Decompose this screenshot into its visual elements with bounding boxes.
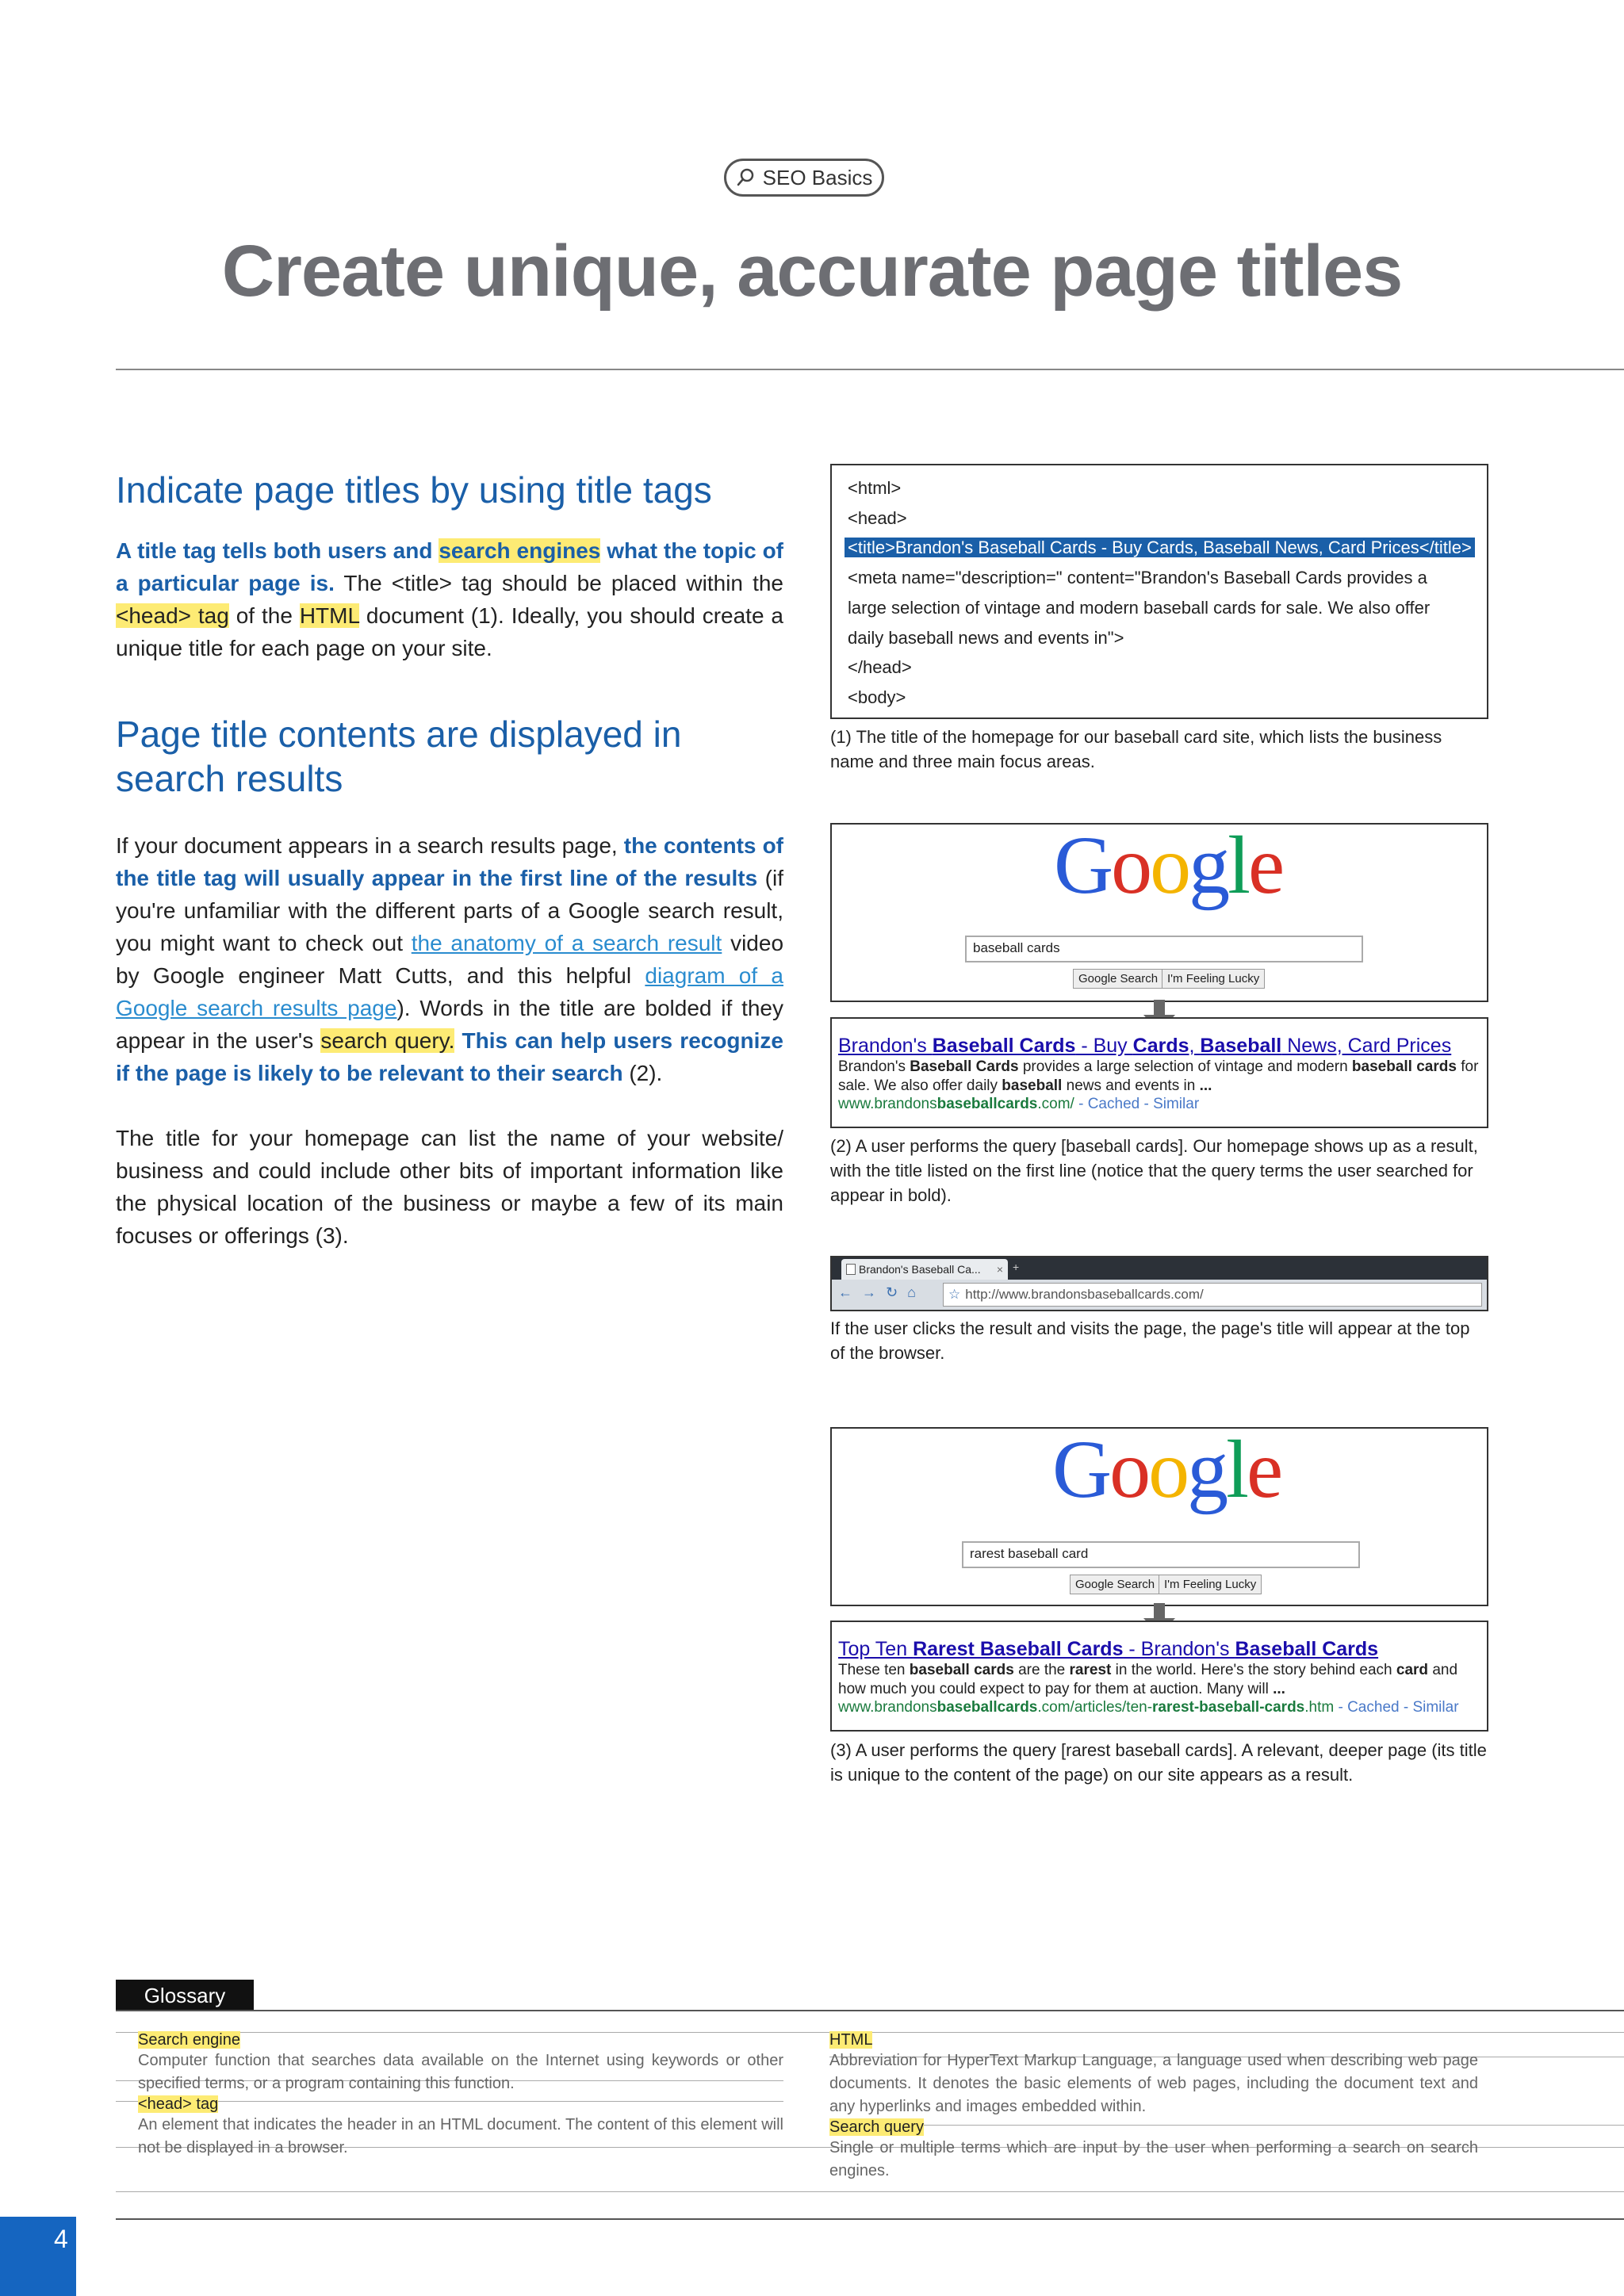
head-tag-highlight: <head> tag xyxy=(116,603,229,628)
code-line: <body> xyxy=(848,687,906,707)
page-icon xyxy=(846,1264,856,1275)
code-example-box xyxy=(830,464,1488,719)
glossary-top-rule xyxy=(116,2010,1624,2011)
google-logo: Google xyxy=(1054,820,1283,911)
url-text: http://www.brandonsbaseballcards.com/ xyxy=(965,1287,1204,1302)
glossary-definition: Abbreviation for HyperText Markup Language, a language used when describing web page documents. It denotes the basic elements of web pages, including the document text and any hyperlinks and images embedded within. xyxy=(829,2052,1478,2115)
result-snippet: These ten baseball cards are the rarest in the world. Here's the story behind each card and how much you could expect to pay for them at auction. Many will ... xyxy=(838,1662,1458,1697)
glossary-left xyxy=(138,2031,783,2160)
serp-diagram-link[interactable]: diagram of a Google search results page xyxy=(116,963,783,1020)
address-bar[interactable] xyxy=(943,1283,1482,1307)
title-divider xyxy=(116,369,1624,370)
result-title-link[interactable]: Top Ten Rarest Baseball Cards - Brandon's Baseball Cards xyxy=(838,1638,1379,1660)
search-input[interactable]: rarest baseball card xyxy=(962,1541,1360,1568)
caption-3: (3) A user performs the query [rarest baseball cards]. A relevant, deeper page (its title is unique to the content of the page) on our site appears as a result. xyxy=(830,1740,1487,1785)
browser-tab[interactable] xyxy=(841,1259,1008,1280)
anatomy-video-link[interactable]: the anatomy of a search result xyxy=(411,931,722,955)
code-line: <meta name="description=" content="Brandon's Baseball Cards provides a xyxy=(848,568,1427,588)
result-url: www.brandonsbaseballcards.com/articles/ten-rarest-baseball-cards.htm - Cached - Similar xyxy=(838,1699,1459,1716)
section1-paragraph: A title tag tells both users and search engines what the topic of a particular page is. The <title> tag should be placed within the <head> tag of the HTML document (1). Ideally, you should create a unique title for each page on your site. xyxy=(116,538,784,660)
search-result-2 xyxy=(830,1621,1488,1732)
google-search-button[interactable]: Google Search xyxy=(1070,1575,1160,1594)
code-line: daily baseball news and events in"> xyxy=(848,627,1124,648)
section1-heading: Indicate page titles by using title tags xyxy=(116,469,712,511)
code-line: large selection of vintage and modern baseball cards for sale. We also offer xyxy=(848,597,1431,618)
caption-1: (1) The title of the homepage for our baseball card site, which lists the business name and three main focus areas. xyxy=(830,727,1442,771)
google-logo: Google xyxy=(1052,1424,1281,1515)
forward-icon[interactable]: → xyxy=(862,1284,876,1300)
result-url: www.brandonsbaseballcards.com/ - Cached - Similar xyxy=(838,1096,1200,1112)
feeling-lucky-button[interactable]: I'm Feeling Lucky xyxy=(1159,1575,1262,1594)
html-highlight: HTML xyxy=(299,603,360,628)
result-snippet: Brandon's Baseball Cards provides a large selection of vintage and modern baseball cards for sale. We also offer daily baseball news and events in ... xyxy=(838,1058,1479,1094)
code-line: <head> xyxy=(848,507,907,528)
search-icon xyxy=(736,167,756,188)
browser-nav xyxy=(838,1284,916,1301)
glossary-term: Search query xyxy=(829,2118,924,2136)
section-pill xyxy=(724,159,884,197)
star-icon[interactable]: ☆ xyxy=(948,1287,961,1302)
glossary-definition: Single or multiple terms which are input by the user when performing a search on search engines. xyxy=(829,2139,1478,2179)
home-icon[interactable]: ⌂ xyxy=(907,1284,916,1300)
glossary-label: Glossary xyxy=(116,1980,254,2011)
back-icon[interactable]: ← xyxy=(838,1284,852,1300)
glossary-definition: An element that indicates the header in an HTML document. The content of this element will not be displayed in a browser. xyxy=(138,2116,783,2156)
glossary-rule xyxy=(116,2191,1624,2192)
pill-label: SEO Basics xyxy=(762,165,873,189)
google-search-button[interactable]: Google Search xyxy=(1073,969,1163,989)
code-line: <html> xyxy=(848,478,902,498)
page-title: Create unique, accurate page titles xyxy=(221,231,1403,312)
glossary-bottom-rule xyxy=(116,2218,1624,2220)
glossary-term: Search engine xyxy=(138,2031,240,2049)
search-query-highlight: search query. xyxy=(320,1028,455,1053)
glossary-term: <head> tag xyxy=(138,2095,219,2113)
search-input[interactable]: baseball cards xyxy=(965,936,1363,962)
glossary-right xyxy=(829,2031,1478,2183)
google-homepage-2 xyxy=(830,1424,1488,1606)
close-icon[interactable]: × xyxy=(996,1263,1003,1276)
feeling-lucky-button[interactable]: I'm Feeling Lucky xyxy=(1162,969,1265,989)
section2-heading: Page title contents are displayed in search results xyxy=(116,714,682,799)
section2-paragraph2: The title for your homepage can list the name of your website/ business and could include other bits of important information like the physical location of the business or maybe a few of its main focuses or offerings (3). xyxy=(116,1126,783,1248)
reload-icon[interactable]: ↻ xyxy=(886,1284,898,1300)
google-homepage-1 xyxy=(830,820,1488,1002)
search-engines-highlight: search engines xyxy=(439,538,601,563)
section2-paragraph1: If your document appears in a search results page, the contents of the title tag will usually appear in the first line of the results (if you're unfamiliar with the different parts of a Google search result, you might want to check out the anatomy of a search result video by Google engineer Matt Cutts, and this helpful diagram of a Google search results page). Words in the title are bolded if they appear in the user's search query. This can help users recognize if the page is likely to be relevant to their search (2). xyxy=(116,833,784,1085)
tab-label: Brandon's Baseball Ca... xyxy=(859,1263,981,1276)
result-title-link[interactable]: Brandon's Baseball Cards - Buy Cards, Baseball News, Card Prices xyxy=(838,1035,1452,1057)
new-tab-icon[interactable]: + xyxy=(1013,1261,1020,1273)
left-column xyxy=(116,468,783,1252)
caption-2: (2) A user performs the query [baseball cards]. Our homepage shows up as a result, with the title listed on the first line (notice that the query terms the user searched for appear in bold). xyxy=(830,1136,1478,1205)
glossary-definition: Computer function that searches data available on the Internet using keywords or other specified terms, or a program containing this function. xyxy=(138,2052,783,2092)
page-number: 4 xyxy=(0,2217,76,2296)
glossary-term: HTML xyxy=(829,2031,873,2049)
code-line: </head> xyxy=(848,657,912,678)
browser-chrome xyxy=(830,1256,1488,1311)
search-result-1 xyxy=(830,1017,1488,1128)
caption-browser: If the user clicks the result and visits the page, the page's title will appear at the top of the browser. xyxy=(830,1318,1470,1363)
code-line-title-selected: <title>Brandon's Baseball Cards - Buy Cards, Baseball News, Card Prices</title> xyxy=(845,538,1475,557)
